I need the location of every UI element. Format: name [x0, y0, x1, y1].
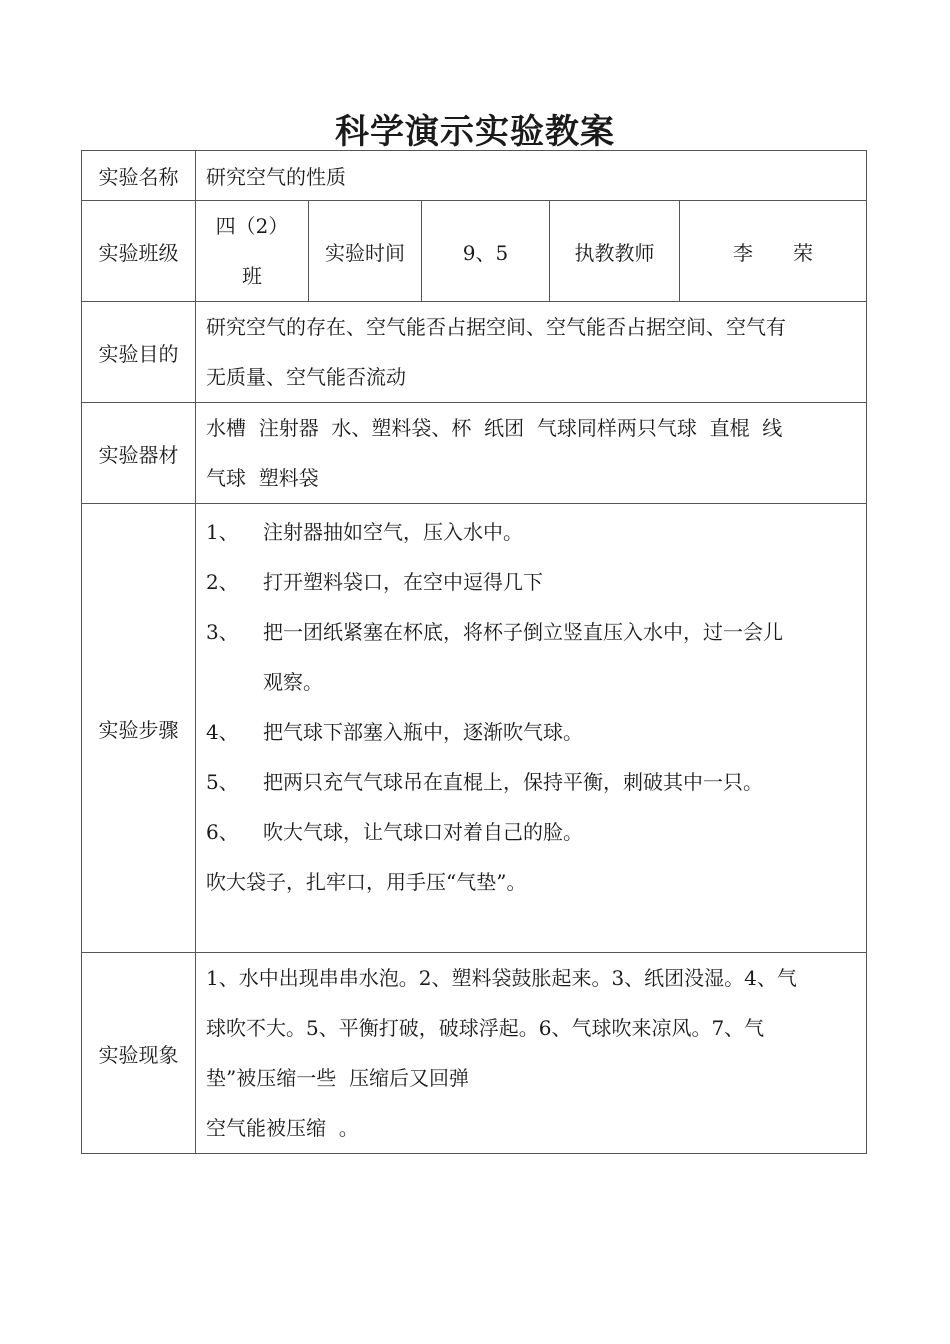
step-item [206, 807, 858, 857]
label-class: 实验班级 [82, 201, 196, 302]
row-class [82, 201, 867, 302]
row-purpose [82, 302, 867, 403]
value-teacher: 李 荣 [680, 201, 867, 302]
phenomena-line3: 垫”被压缩一些 压缩后又回弹 [206, 1066, 469, 1090]
label-steps: 实验步骤 [82, 504, 196, 953]
step-item [206, 557, 858, 607]
step-text: 把两只充气气球吊在直棍上，保持平衡，刺破其中一只。 [263, 770, 763, 794]
label-time: 实验时间 [309, 201, 422, 302]
step-text: 注射器抽如空气，压入水中。 [263, 520, 523, 544]
step-item [206, 707, 858, 757]
equipment-line2: 气球 塑料袋 [206, 466, 319, 490]
lesson-plan-table [81, 150, 867, 1154]
value-purpose [196, 302, 867, 403]
label-equipment: 实验器材 [82, 403, 196, 504]
step-text: 吹大气球，让气球口对着自己的脸。 [263, 820, 583, 844]
label-purpose: 实验目的 [82, 302, 196, 403]
label-phenomena: 实验现象 [82, 953, 196, 1154]
step-text: 打开塑料袋口，在空中逗得几下 [263, 570, 543, 594]
step-item [206, 507, 858, 557]
value-steps [196, 504, 867, 953]
step-text-line1: 把一团纸紧塞在杯底，将杯子倒立竖直压入水中，过一会儿 [263, 620, 783, 644]
value-class-line2: 班 [242, 264, 262, 288]
value-name: 研究空气的性质 [196, 151, 867, 201]
step-text [263, 607, 858, 707]
step-number: 1、 [206, 520, 239, 544]
value-time: 9、5 [422, 201, 550, 302]
step-text: 把气球下部塞入瓶中，逐渐吹气球。 [263, 720, 583, 744]
value-class-line1: 四（2） [215, 214, 289, 238]
row-steps [82, 504, 867, 953]
label-teacher: 执教教师 [550, 201, 680, 302]
step-number: 2、 [206, 570, 239, 594]
phenomena-line1: 1、水中出现串串水泡。2、塑料袋鼓胀起来。3、纸团没湿。4、气 [206, 966, 797, 990]
step-number: 5、 [206, 770, 239, 794]
purpose-line1: 研究空气的存在、空气能否占据空间、空气能否占据空间、空气有 [206, 315, 786, 339]
phenomena-line2: 球吹不大。5、平衡打破，破球浮起。6、气球吹来凉风。7、气 [206, 1016, 765, 1040]
row-equipment [82, 403, 867, 504]
row-name [82, 151, 867, 201]
step-number: 3、 [206, 620, 239, 644]
value-phenomena [196, 953, 867, 1154]
row-phenomena [82, 953, 867, 1154]
step-text-line2: 观察。 [263, 670, 323, 694]
page-title: 科学演示实验教案 [335, 112, 615, 152]
value-equipment [196, 403, 867, 504]
step-item [206, 607, 858, 707]
step-number: 4、 [206, 720, 239, 744]
label-name: 实验名称 [82, 151, 196, 201]
purpose-line2: 无质量、空气能否流动 [206, 365, 406, 389]
equipment-line1: 水槽 注射器 水、塑料袋、杯 纸团 气球同样两只气球 直棍 线 [206, 416, 783, 440]
step-number: 6、 [206, 820, 239, 844]
steps-extra: 吹大袋子，扎牢口，用手压“气垫”。 [206, 870, 527, 894]
step-item [206, 757, 858, 807]
value-class [196, 201, 309, 302]
phenomena-line4: 空气能被压缩 。 [206, 1116, 359, 1140]
